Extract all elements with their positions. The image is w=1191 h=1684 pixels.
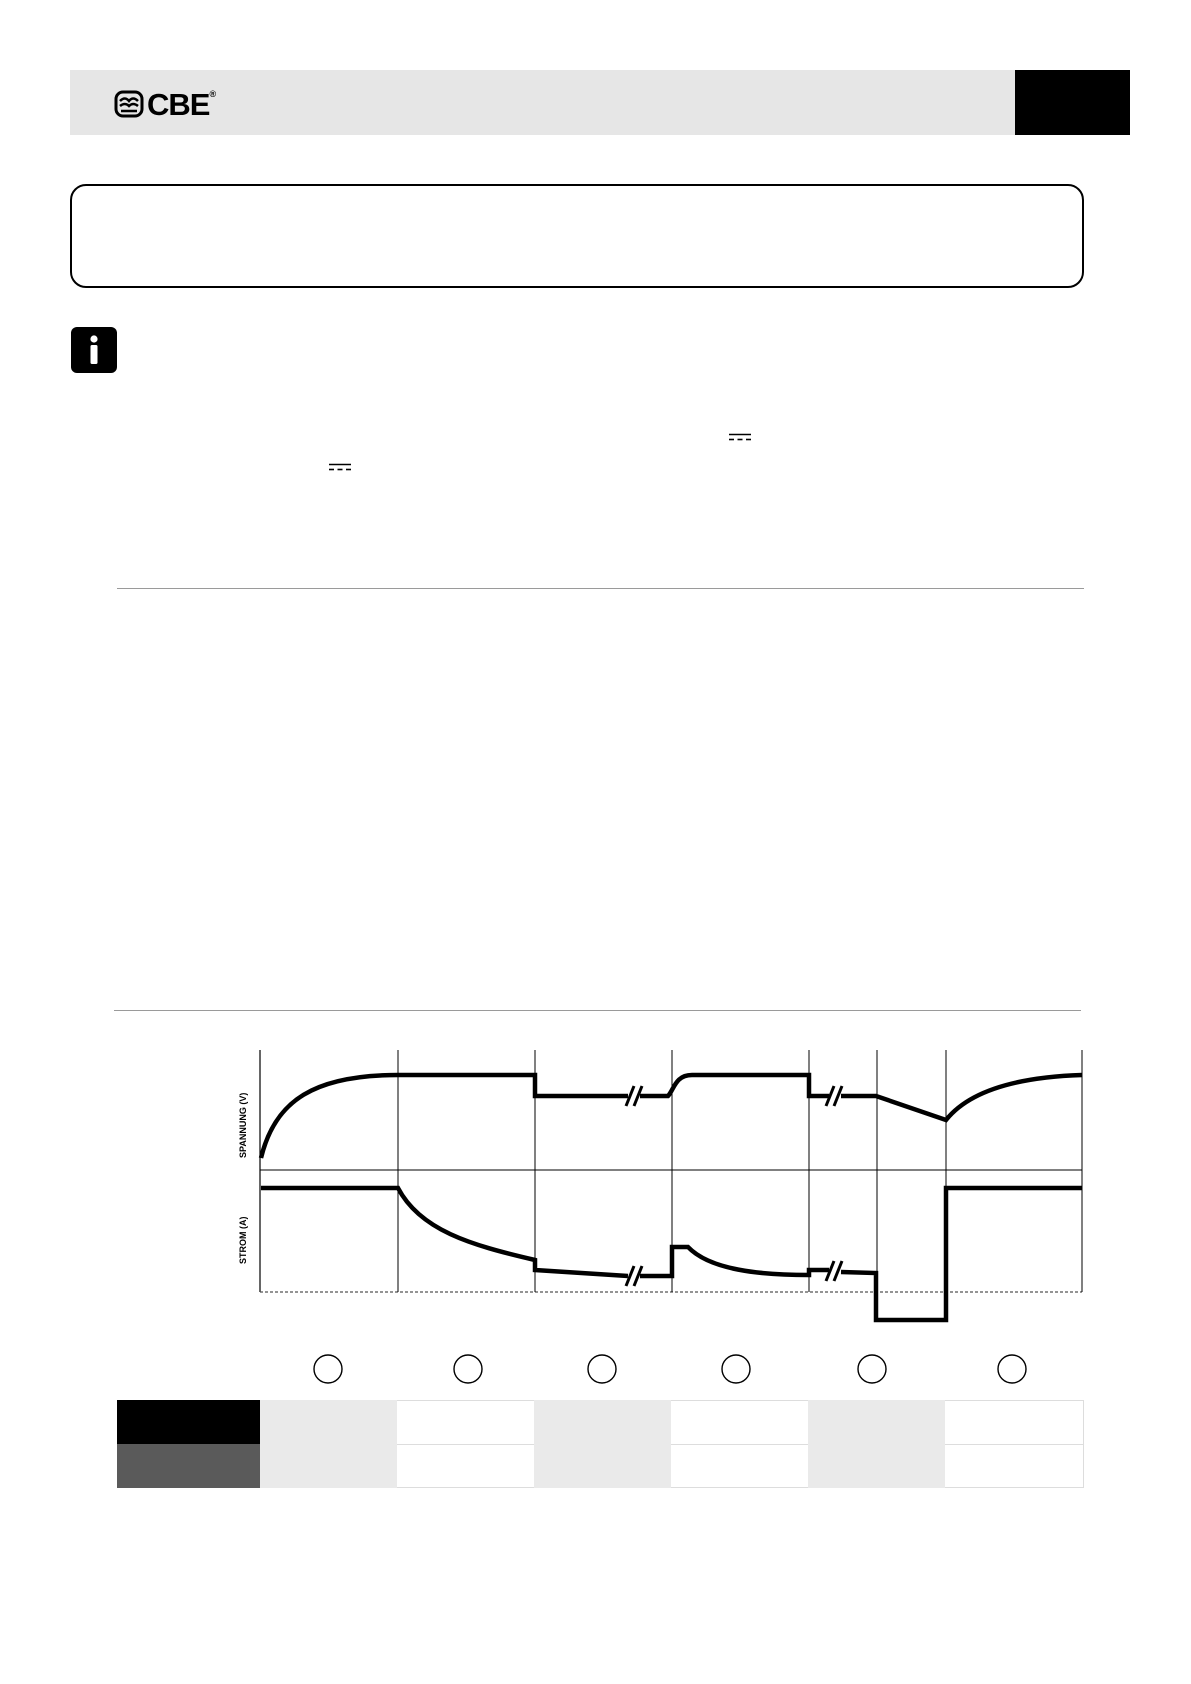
table-cell	[671, 1400, 808, 1444]
table-cell	[945, 1444, 1084, 1488]
phase-table	[117, 1400, 1084, 1488]
table-cell	[260, 1444, 397, 1488]
voltage-break-mark	[834, 1086, 842, 1106]
table-cell	[808, 1400, 945, 1444]
phase-marker-circle	[454, 1355, 482, 1383]
phase-marker-circle	[998, 1355, 1026, 1383]
voltage-axis-label: SPANNUNG (V)	[238, 1092, 248, 1158]
table-cell	[808, 1444, 945, 1488]
phase-marker-circle	[858, 1355, 886, 1383]
logo-text: CBE	[147, 86, 210, 122]
logo-registered-mark: ®	[209, 89, 217, 99]
table-cell	[397, 1444, 534, 1488]
phase-marker-circle	[722, 1355, 750, 1383]
table-cell	[945, 1400, 1084, 1444]
current-axis-label: STROM (A)	[238, 1216, 248, 1264]
current-break-mark	[834, 1261, 842, 1281]
table-cell	[671, 1444, 808, 1488]
table-cell	[260, 1400, 397, 1444]
phase-marker-circle	[588, 1355, 616, 1383]
table-row-label	[117, 1444, 260, 1488]
table-row-label	[117, 1400, 260, 1444]
table-cell	[397, 1400, 534, 1444]
table-cell	[534, 1400, 671, 1444]
phase-marker-circle	[314, 1355, 342, 1383]
table-cell	[534, 1444, 671, 1488]
